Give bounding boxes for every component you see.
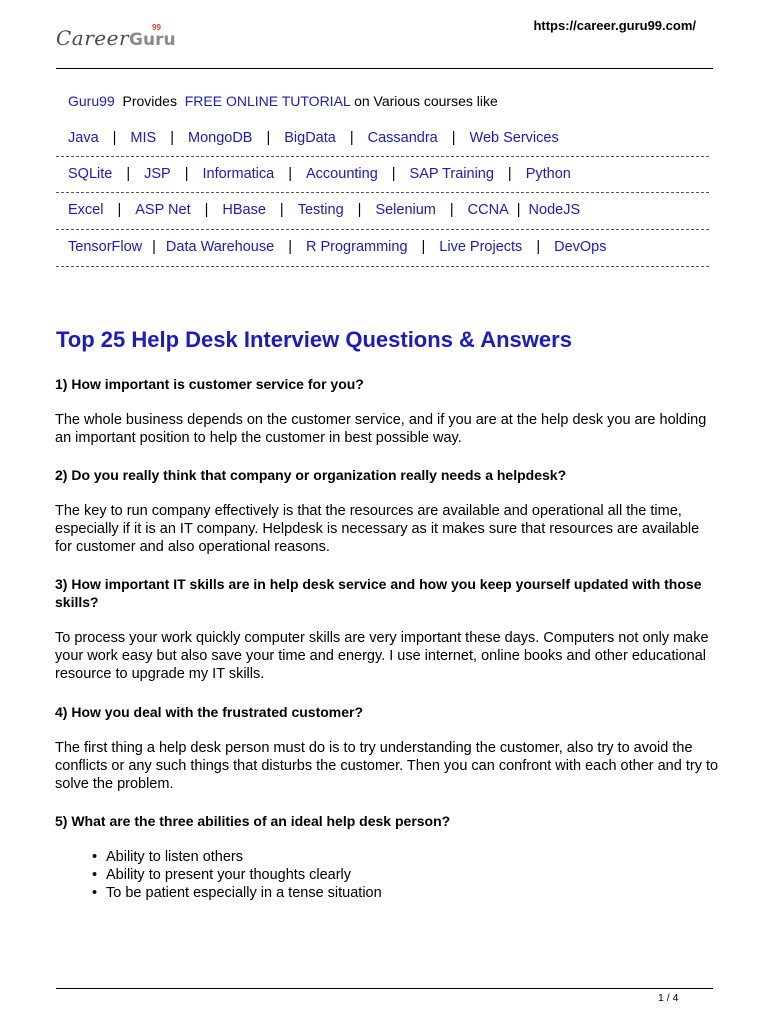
answer-3: To process your work quickly computer skills are very important these days. Computers not only make your work easy but also save your time and energy. I use internet, online books and other educational resource to upgrade my IT skills. xyxy=(55,630,709,682)
course-link[interactable]: HBase xyxy=(222,202,266,218)
list-item: • Ability to present your thoughts clearly xyxy=(92,866,382,884)
footer-divider xyxy=(56,988,713,989)
course-link[interactable]: SQLite xyxy=(68,166,113,182)
guru99-link[interactable]: Guru99 xyxy=(68,93,115,109)
course-link[interactable]: Excel xyxy=(68,202,104,218)
course-link[interactable]: ASP Net xyxy=(135,202,191,218)
intro-rest: on Various courses like xyxy=(354,93,498,109)
question-4: 4) How you deal with the frustrated customer? xyxy=(55,704,364,720)
question-3: 3) How important IT skills are in help desk service and how you keep yourself updated with those skills? xyxy=(55,576,702,610)
intro-provides: Provides xyxy=(122,93,177,109)
page-number: 1 / 4 xyxy=(658,992,679,1004)
careerguru-logo xyxy=(56,23,176,52)
course-link[interactable]: Testing xyxy=(297,202,344,218)
course-row-2: SQLite | JSP | Informatica | Accounting | SAP Training | Python xyxy=(68,166,571,182)
course-link[interactable]: Selenium xyxy=(375,202,436,218)
course-link[interactable]: DevOps xyxy=(554,239,607,255)
course-link[interactable]: BigData xyxy=(284,130,336,146)
course-link[interactable]: JSP xyxy=(144,166,171,182)
course-row-4: TensorFlow | Data Warehouse | R Programming | Live Projects | DevOps xyxy=(68,239,607,255)
page-title: Top 25 Help Desk Interview Questions & Answers xyxy=(56,327,572,352)
answer-2: The key to run company effectively is that the resources are available and operational all the time, especially if it is an IT company. Helpdesk is necessary as it makes sure that resources are available for customer and also operational reasons. xyxy=(55,503,700,555)
list-item: • To be patient especially in a tense situation xyxy=(92,884,382,902)
course-link[interactable]: TensorFlow xyxy=(68,239,143,255)
header-url-link[interactable]: https://career.guru99.com/ xyxy=(533,18,696,33)
answer-4: The first thing a help desk person must do is to try understanding the customer, also try to avoid the conflicts or any such things that disturbs the customer. Then you can confront with each other and try to solve the problem. xyxy=(55,740,719,792)
course-link[interactable]: Informatica xyxy=(202,166,275,182)
course-link[interactable]: R Programming xyxy=(305,239,408,255)
course-link[interactable]: MongoDB xyxy=(187,130,253,146)
logo-superscript: 99 xyxy=(152,23,161,32)
logo-career-text: Career xyxy=(56,26,130,50)
question-1: 1) How important is customer service for you? xyxy=(55,376,364,392)
course-row-1: Java | MIS | MongoDB | BigData | Cassandra | Web Services xyxy=(68,130,559,146)
course-intro xyxy=(68,93,498,109)
course-link[interactable]: NodeJS xyxy=(528,202,581,218)
course-link[interactable]: Live Projects xyxy=(439,239,523,255)
course-link[interactable]: Python xyxy=(525,166,571,182)
course-divider xyxy=(56,192,709,193)
question-2: 2) Do you really think that company or organization really needs a helpdesk? xyxy=(55,467,567,483)
course-link[interactable]: Accounting xyxy=(306,166,378,182)
course-divider xyxy=(56,266,709,267)
logo-guru-text: Guru xyxy=(129,30,176,50)
question-5: 5) What are the three abilities of an ideal help desk person? xyxy=(55,813,451,829)
course-link[interactable]: Java xyxy=(68,130,99,146)
course-link[interactable]: Data Warehouse xyxy=(165,239,275,255)
course-link[interactable]: SAP Training xyxy=(409,166,494,182)
course-link[interactable]: MIS xyxy=(130,130,157,146)
abilities-list xyxy=(92,848,382,902)
answer-1: The whole business depends on the customer service, and if you are at the help desk you are holding an important position to help the customer in best possible way. xyxy=(55,412,707,446)
free-tutorial-link[interactable]: FREE ONLINE TUTORIAL xyxy=(184,93,351,109)
list-item: • Ability to listen others xyxy=(92,848,382,866)
header-divider xyxy=(56,68,713,69)
course-row-3: Excel | ASP Net | HBase | Testing | Selenium | CCNA | NodeJS xyxy=(68,202,581,218)
course-link[interactable]: Web Services xyxy=(469,130,559,146)
course-link[interactable]: Cassandra xyxy=(367,130,438,146)
course-divider xyxy=(56,156,709,157)
course-link[interactable]: CCNA xyxy=(467,202,509,218)
course-divider xyxy=(56,229,709,230)
